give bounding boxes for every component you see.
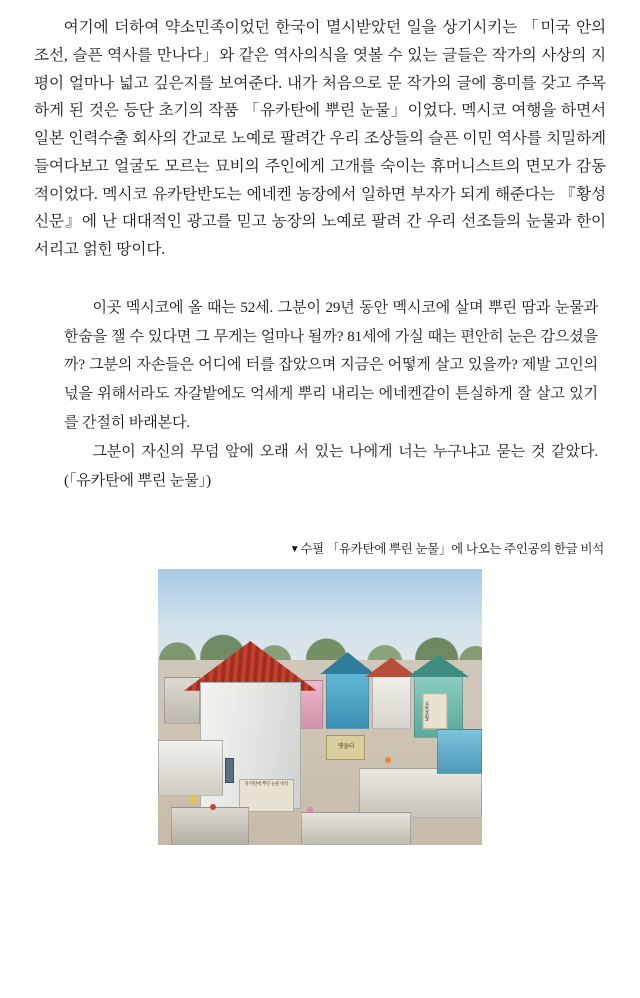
flower-orange — [385, 757, 391, 763]
quote-paragraph-2: 그분이 자신의 무덤 앞에 오래 서 있는 나에게 너는 누구냐고 묻는 것 같았다. (「유카탄에 뿌린 눈물」) — [64, 443, 598, 489]
quoted-excerpt — [34, 294, 606, 496]
left-inscription-plaque: 유카탄에 뿌린 눈물 비석 — [239, 779, 294, 812]
right-inscription-plaque: MEMORIA — [423, 694, 448, 730]
main-tomb-door — [225, 758, 234, 783]
tomb-back-white — [372, 674, 411, 729]
tomb-front-slab-bottom — [301, 812, 411, 845]
cemetery-photo — [158, 569, 482, 845]
center-sign-plaque: 옛을터 — [326, 735, 365, 760]
figure — [34, 569, 606, 845]
flower-red — [210, 804, 216, 810]
flower-pink — [307, 807, 313, 813]
down-triangle-icon: ▼ — [289, 544, 300, 556]
figure-caption — [34, 539, 606, 557]
tomb-back-blue — [326, 669, 368, 730]
quote-paragraph-1: 이곳 멕시코에 올 때는 52세. 그분이 29년 동안 멕시코에 살며 뿌린 땀과 눈물과 한숨을 잴 수 있다면 그 무게는 얼마나 될까? 81세에 가실 때는 편안히 눈은 감으셨을까? 그분의 자손들은 어디에 터를 잡았으며 지금은 어떻게 살고 있을까? 제발 고인의 넋을 위해서라도 자갈밭에도 억세게 뿌리 내리는 에네켄같이 튼실하게 잘 살고 있기를 간절히 바래본다. — [64, 299, 598, 431]
body-paragraph-1: 여기에 더하여 약소민족이었던 한국이 멸시받았던 일을 상기시키는 「미국 안의 조선, 슬픈 역사를 만나다」와 같은 역사의식을 엿볼 수 있는 글들은 작가의 사상의 지평이 얼마나 넓고 깊은지를 보여준다. 내가 처음으로 문 작가의 글에 흥미를 갖고 주목하게 된 것은 등단 초기의 작품 「유카탄에 뿌린 눈물」이었다. 멕시코 여행을 하면서 일본 인력수출 회사의 간교로 노예로 팔려간 우리 조상들의 슬픈 이민 역사를 치밀하게 들여다보고 얼굴도 모르는 묘비의 주인에게 고개를 숙이는 휴머니스트의 면모가 감동적이었다. 멕시코 유카탄반도는 에네켄 농장에서 일하면 부자가 되게 해준다는 『황성신문』에 난 대대적인 광고를 믿고 농장의 노예로 팔려 간 우리 선조들의 눈물과 한이 서리고 얽힌 땅이다. — [34, 19, 606, 258]
figure-caption-text: 수필 「유카탄에 뿌린 눈물」에 나오는 주인공의 한글 비석 — [300, 542, 604, 557]
tomb-front-grey-bottom-left — [171, 807, 249, 846]
tomb-front-white-left — [158, 740, 223, 795]
tomb-front-slab-right — [359, 768, 482, 818]
tomb-front-blue-right — [437, 729, 482, 773]
